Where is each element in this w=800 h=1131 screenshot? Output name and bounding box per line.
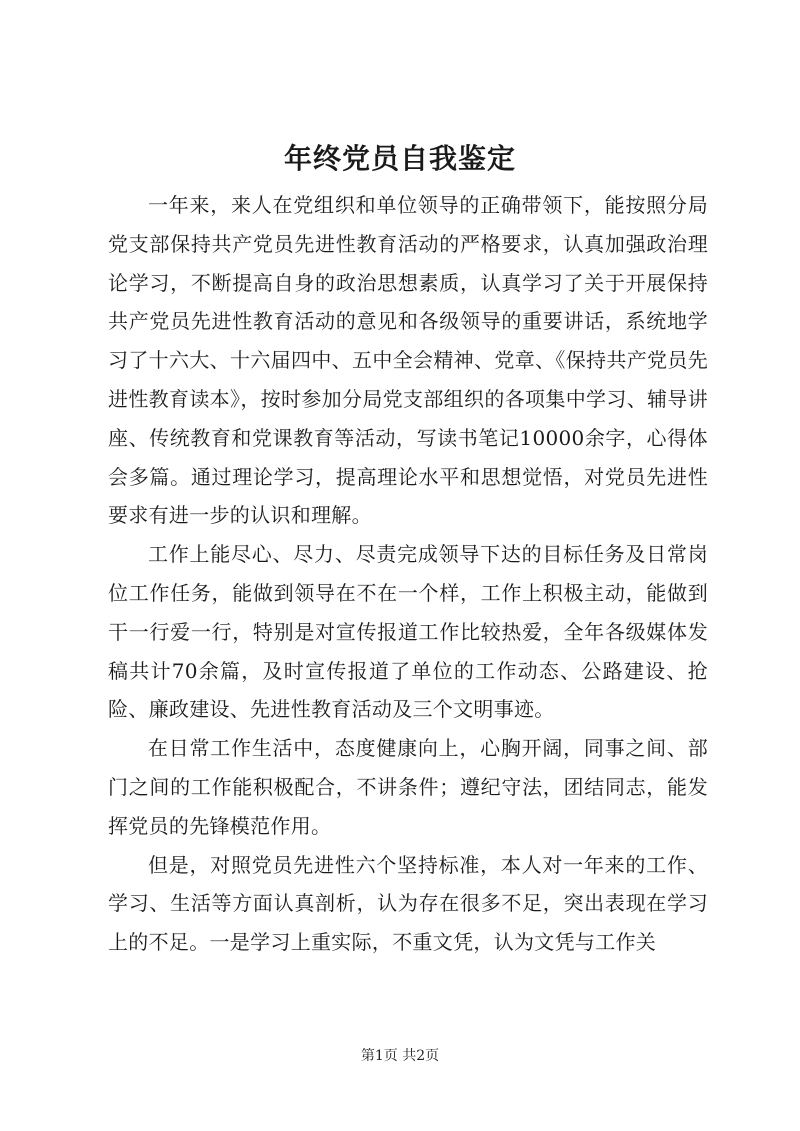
paragraph-daily-life: 在日常工作生活中，态度健康向上，心胸开阔，同事之间、部门之间的工作能积极配合，不讲条件；遵纪守法，团结同志，能发挥党员的先锋模范作用。: [108, 736, 708, 838]
paragraph-work: 工作上能尽心、尽力、尽责完成领导下达的目标任务及日常岗位工作任务，能做到领导在不在一个样，工作上积极主动，能做到干一行爱一行，特别是对宣传报道工作比较热爱，全年各级媒体发稿共计70余篇，及时宣传报道了单位的工作动态、公路建设、抢险、廉政建设、先进性教育活动及三个文明事迹。: [108, 542, 708, 722]
page-footer: 第1页 共2页: [360, 1048, 440, 1064]
paragraph-shortcomings: 但是，对照党员先进性六个坚持标准，本人对一年来的工作、学习、生活等方面认真剖析，认为存在很多不足，突出表现在学习上的不足。一是学习上重实际，不重文凭，认为文凭与工作关: [108, 852, 708, 955]
paragraph-study: 一年来，来人在党组织和单位领导的正确带领下，能按照分局党支部保持共产党员先进性教育活动的严格要求，认真加强政治理论学习，不断提高自身的政治思想素质，认真学习了关于开展保持共产党员先进性教育活动的意见和各级领导的重要讲话，系统地学习了十六大、十六届四中、五中全会精神、党章、《保持共产党员先进性教育读本》，按时参加分局党支部组织的各项集中学习、辅导讲座、传统教育和党课教育等活动，写读书笔记10000余字，心得体会多篇。通过理论学习，提高理论水平和思想觉悟，对党员先进性要求有进一步的认识和理解。: [108, 193, 708, 528]
document-title: 年终党员自我鉴定: [283, 142, 516, 175]
document-body: [108, 186, 708, 962]
